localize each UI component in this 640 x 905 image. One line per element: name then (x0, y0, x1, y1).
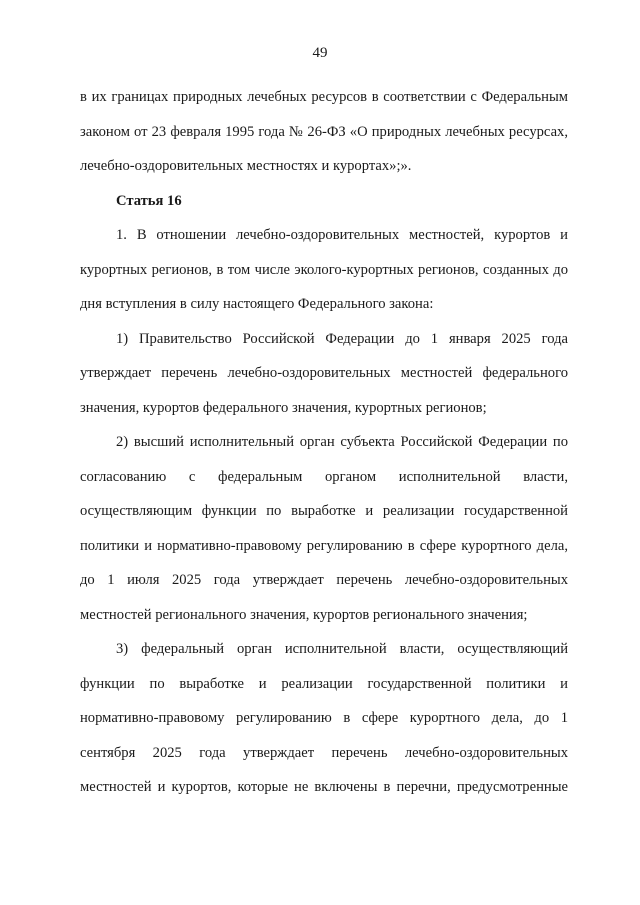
paragraph-item-2: 2) высший исполнительный орган субъекта Российской Федерации по согласованию с федеральным органом исполнительной власти, осуществляющим функции по выработке и реализации государственной политики и нормативно-правовому регулированию в сфере курортного дела, до 1 июля 2025 года утверждает перечень лечебно-оздоровительных местностей регионального значения, курортов регионального значения; (80, 434, 568, 623)
paragraph-item-3: 3) федеральный орган исполнительной власти, осуществляющий функции по выработке и реализации государственной политики и нормативно-правовому регулированию в сфере курортного дела, до 1 сентября 2025 года утверждает перечень лечебно-оздоровительных местностей и курортов, которые не включены в перечни, предусмотренные (80, 641, 568, 795)
paragraph-item-1: 1) Правительство Российской Федерации до 1 января 2025 года утверждает перечень лечебно-оздоровительных местностей федерального значения, курортов федерального значения, курортных регионов; (80, 330, 568, 416)
article-heading: Статья 16 (116, 192, 182, 209)
page-number: 49 (312, 45, 328, 61)
paragraph-article-16-1: 1. В отношении лечебно-оздоровительных местностей, курортов и курортных регионов, в том числе эколого-курортных регионов, созданных до дня вступления в силу настоящего Федерального закона: (80, 227, 568, 312)
paragraph-continuation: в их границах природных лечебных ресурсов в соответствии с Федеральным законом от 23 февраля 1995 года № 26-ФЗ «О природных лечебных ресурсах, лечебно-оздоровительных местностях и курортах»;». (80, 89, 568, 174)
document-body (80, 80, 568, 805)
